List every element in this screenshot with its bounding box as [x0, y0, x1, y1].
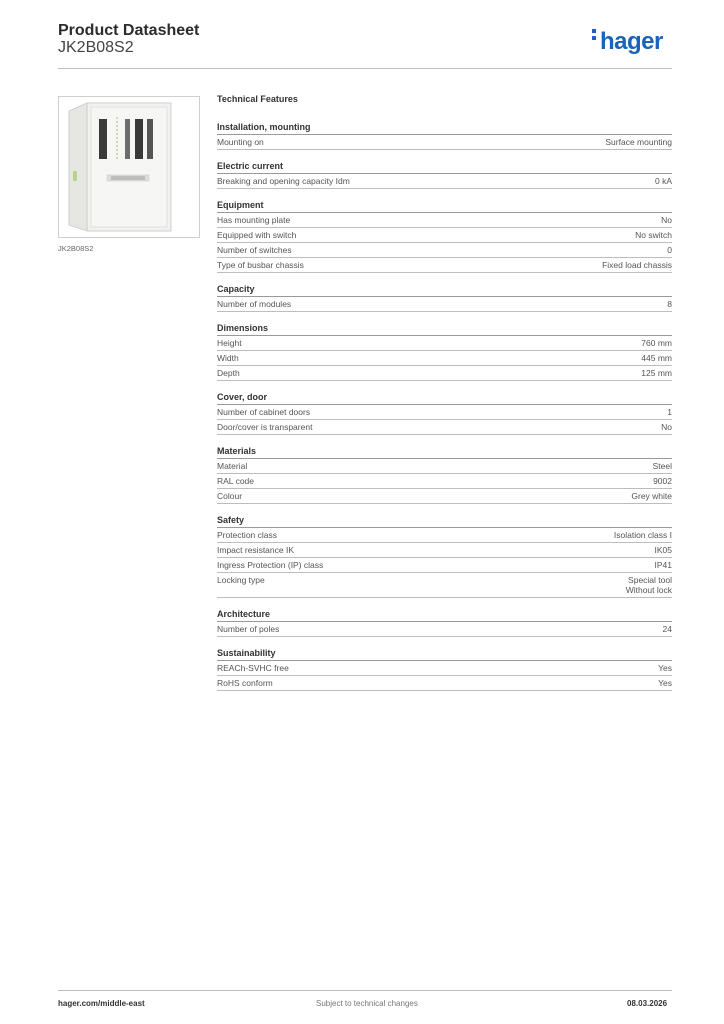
feature-value — [655, 560, 673, 570]
feature-label: Impact resistance IK — [217, 545, 295, 555]
logo-dots-icon — [592, 29, 598, 43]
feature-value — [655, 545, 673, 555]
feature-value — [661, 215, 672, 225]
features-title: Technical Features — [217, 94, 298, 104]
feature-label: Door/cover is transparent — [217, 422, 313, 432]
feature-value-text: Yes — [658, 663, 672, 673]
feature-value — [667, 245, 672, 255]
feature-label: Type of busbar chassis — [217, 260, 304, 270]
feature-value — [653, 461, 672, 471]
feature-value — [641, 338, 672, 348]
feature-value-text: IP41 — [654, 560, 672, 570]
feature-value-text: Steel — [652, 461, 672, 471]
feature-value — [635, 230, 672, 240]
footer-notice: Subject to technical changes — [316, 999, 418, 1008]
feature-label: RAL code — [217, 476, 255, 486]
footer-website[interactable]: hager.com/middle-east — [58, 999, 145, 1008]
feature-value — [658, 663, 672, 673]
feature-row — [217, 573, 672, 598]
feature-row — [217, 558, 672, 573]
feature-row — [217, 459, 672, 474]
feature-label: Ingress Protection (IP) class — [217, 560, 324, 570]
feature-label: Number of switches — [217, 245, 292, 255]
feature-row — [217, 174, 672, 189]
feature-value-text: No — [661, 422, 672, 432]
feature-value — [661, 422, 672, 432]
section-title: Installation, mounting — [217, 122, 672, 135]
distribution-board-icon — [59, 97, 199, 237]
feature-row — [217, 213, 672, 228]
feature-value — [614, 530, 672, 540]
technical-features — [217, 94, 672, 702]
feature-label: Height — [217, 338, 242, 348]
feature-value — [641, 368, 672, 378]
feature-value — [626, 575, 672, 595]
feature-label: Material — [217, 461, 248, 471]
feature-label: Has mounting plate — [217, 215, 291, 225]
section-title: Sustainability — [217, 648, 672, 661]
feature-value — [641, 353, 672, 363]
feature-row — [217, 297, 672, 312]
feature-row — [217, 474, 672, 489]
feature-row — [217, 228, 672, 243]
feature-value-text: Isolation class I — [613, 530, 672, 540]
feature-label: REACh-SVHC free — [217, 663, 289, 673]
section-title: Electric current — [217, 161, 672, 174]
feature-value-text: Yes — [658, 678, 672, 688]
image-caption: JK2B08S2 — [58, 244, 94, 253]
feature-section — [217, 446, 672, 504]
feature-value — [655, 176, 672, 186]
header-divider — [58, 68, 672, 69]
feature-value — [605, 137, 672, 147]
feature-row — [217, 336, 672, 351]
feature-label: Width — [217, 353, 239, 363]
section-title: Architecture — [217, 609, 672, 622]
feature-section — [217, 200, 672, 273]
feature-section — [217, 648, 672, 691]
feature-row — [217, 258, 672, 273]
feature-value — [653, 476, 672, 486]
feature-value-text: No switch — [635, 230, 672, 240]
feature-value-text: 24 — [662, 624, 672, 634]
feature-value-text: 1 — [667, 407, 672, 417]
feature-label: Equipped with switch — [217, 230, 297, 240]
logo-text: hager — [600, 28, 663, 55]
feature-label: Breaking and opening capacity Idm — [217, 176, 350, 186]
feature-value-text: No — [661, 215, 672, 225]
feature-section — [217, 161, 672, 189]
feature-sections — [217, 122, 672, 691]
feature-value — [663, 624, 672, 634]
feature-row — [217, 661, 672, 676]
feature-row — [217, 135, 672, 150]
feature-section — [217, 515, 672, 598]
feature-label: RoHS conform — [217, 678, 273, 688]
section-title: Materials — [217, 446, 672, 459]
product-code: JK2B08S2 — [58, 39, 134, 56]
feature-value — [631, 491, 672, 501]
feature-value-text: 0 — [667, 245, 672, 255]
feature-value — [658, 678, 672, 688]
feature-value — [667, 407, 672, 417]
feature-value-text: 0 kA — [654, 176, 672, 186]
feature-row — [217, 622, 672, 637]
feature-section — [217, 122, 672, 150]
feature-row — [217, 528, 672, 543]
feature-value-text: Surface mounting — [605, 137, 672, 147]
footer-date: 08.03.2026 — [627, 999, 668, 1008]
feature-row — [217, 543, 672, 558]
feature-value-text: 760 mm — [641, 338, 672, 348]
product-image — [58, 96, 200, 238]
feature-section — [217, 392, 672, 435]
feature-value-text: 8 — [667, 299, 672, 309]
feature-label: Locking type — [217, 575, 265, 585]
feature-row — [217, 243, 672, 258]
feature-value-text: IK05 — [654, 545, 672, 555]
feature-row — [217, 405, 672, 420]
feature-value — [667, 299, 672, 309]
hager-logo — [592, 28, 663, 56]
feature-label: Number of poles — [217, 624, 280, 634]
feature-section — [217, 609, 672, 637]
feature-row — [217, 420, 672, 435]
feature-value-text: Fixed load chassis — [602, 260, 672, 270]
section-title: Cover, door — [217, 392, 672, 405]
feature-label: Number of modules — [217, 299, 292, 309]
feature-value-text-secondary: Without lock — [625, 585, 672, 595]
feature-value-text: 445 mm — [641, 353, 672, 363]
feature-label: Mounting on — [217, 137, 264, 147]
feature-section — [217, 284, 672, 312]
section-title: Capacity — [217, 284, 672, 297]
feature-value-text: 9002 — [653, 476, 672, 486]
section-title: Equipment — [217, 200, 672, 213]
feature-value-text: Grey white — [631, 491, 672, 501]
feature-section — [217, 323, 672, 381]
page-title: Product Datasheet — [58, 22, 200, 39]
footer-divider — [58, 990, 672, 991]
feature-row — [217, 366, 672, 381]
feature-value-text: 125 mm — [641, 368, 672, 378]
feature-row — [217, 351, 672, 366]
feature-label: Depth — [217, 368, 240, 378]
feature-value — [602, 260, 672, 270]
feature-label: Colour — [217, 491, 243, 501]
section-title: Dimensions — [217, 323, 672, 336]
feature-row — [217, 676, 672, 691]
feature-label: Protection class — [217, 530, 277, 540]
feature-label: Number of cabinet doors — [217, 407, 311, 417]
feature-row — [217, 489, 672, 504]
feature-value-text: Special tool — [628, 575, 672, 585]
section-title: Safety — [217, 515, 672, 528]
